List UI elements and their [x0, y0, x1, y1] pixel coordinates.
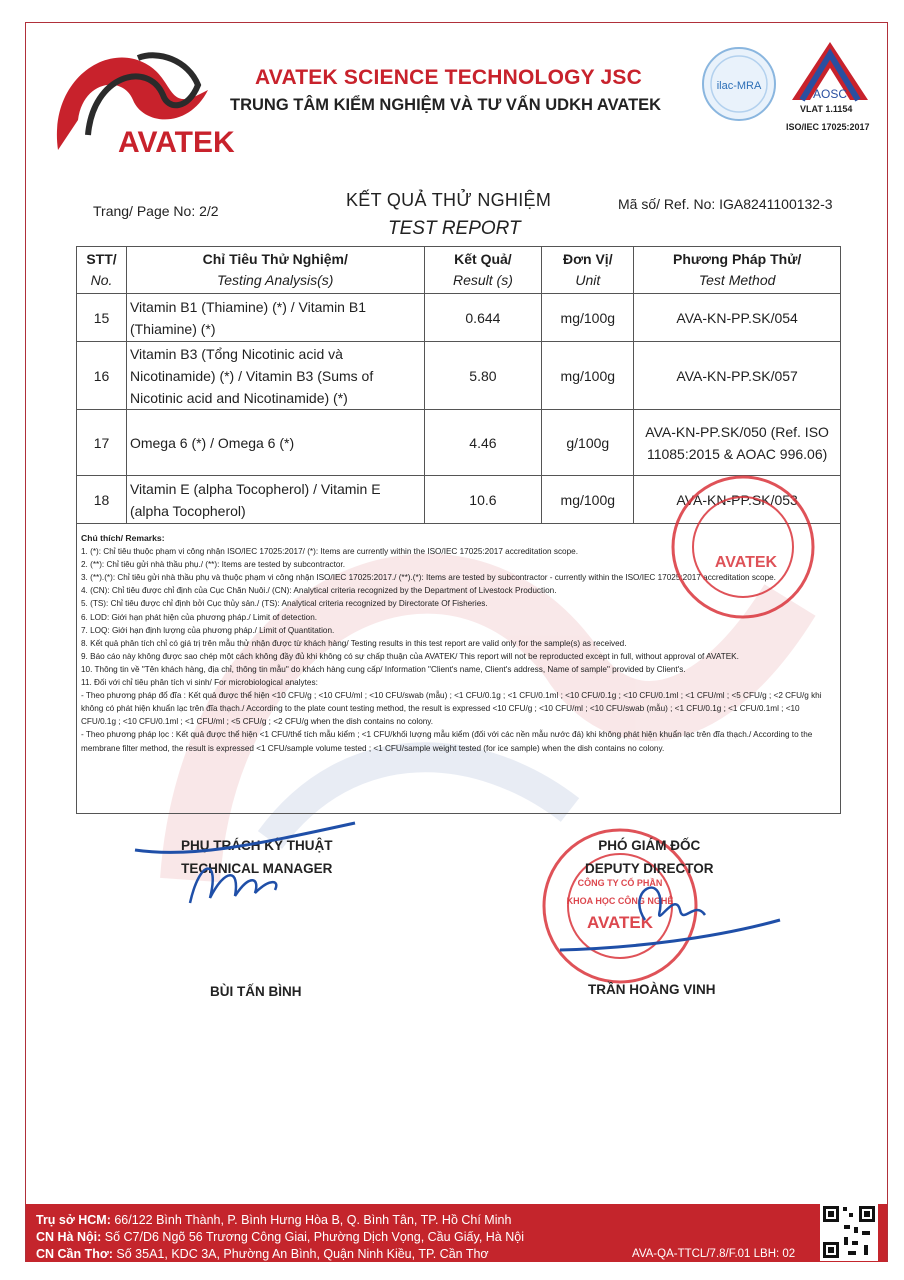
row-result: 0.644 — [424, 294, 542, 342]
row-unit: g/100g — [542, 410, 634, 476]
table-row — [77, 294, 841, 342]
row-result: 4.46 — [424, 410, 542, 476]
remark-item: - Theo phương pháp lọc : Kết quả được thể hiện <1 CFU/thể tích mẫu kiểm ; <1 CFU/khối lượng mẫu kiểm (đối với các nền mẫu nước đá) khi không phát hiện khuẩn lạc trên đĩa thạch./ According to the membrane filter method, the result is expressed <1 CFU/sample volume tested ; <1 CFU/sample weight tested (for ice sample) when the dish contains no colony. — [81, 730, 813, 753]
form-code: AVA-QA-TTCL/7.8/F.01 LBH: 02 — [632, 1248, 796, 1260]
row-method: AVA-KN-PP.SK/053 — [634, 476, 841, 524]
footer-cantho: CN Cần Thơ: Số 35A1, KDC 3A, Phường An Bình, Quận Ninh Kiều, TP. Cần Thơ — [36, 1247, 489, 1261]
stamp-text: AVATEK — [714, 554, 778, 571]
header-unit: Đơn Vị/ Unit — [542, 247, 634, 294]
remark-item: 8. Kết quả phân tích chỉ có giá trị trên mẫu thử nhận được từ khách hàng/ Testing results in this test report are valid only for the sample(s) as received. — [81, 638, 627, 648]
aosc-iso: ISO/IEC 17025:2017 — [786, 122, 870, 132]
technical-manager-name: BÙI TẤN BÌNH — [210, 984, 302, 999]
remarks-title: Chú thích/ Remarks: — [81, 533, 165, 543]
avatek-logo — [48, 40, 235, 160]
stamp-text-2: KHOA HỌC CÔNG NGHỆ — [566, 896, 674, 906]
row-method: AVA-KN-PP.SK/057 — [634, 342, 841, 410]
aosc-logo — [780, 40, 880, 135]
company-stamp-partial — [668, 462, 808, 632]
page-number: Trang/ Page No: 2/2 — [93, 203, 219, 219]
reference-number: Mã số/ Ref. No: IGA8241100132-3 — [618, 196, 833, 212]
row-analysis: Omega 6 (*) / Omega 6 (*) — [126, 410, 424, 476]
ilac-text: ilac-MRA — [716, 80, 762, 92]
row-no: 16 — [77, 342, 127, 410]
remark-item: 4. (CN): Chỉ tiêu được chỉ định của Cục Chăn Nuôi./ (CN): Analytical criteria recognized by the Department of Livestock Production. — [81, 586, 557, 596]
row-result: 5.80 — [424, 342, 542, 410]
row-analysis: Vitamin B3 (Tổng Nicotinic acid và Nicotinamide) (*) / Vitamin B3 (Sums of Nicotinic acid and Nicotinamide) (*) — [126, 342, 424, 410]
aosc-vlat: VLAT 1.1154 — [800, 104, 853, 114]
remark-item: 2. (**): Chỉ tiêu gửi nhà thầu phụ./ (**): Items are tested by subcontractor. — [81, 560, 345, 570]
left-title-vi: PHỤ TRÁCH KỸ THUẬT — [181, 838, 333, 853]
remark-item: 1. (*): Chỉ tiêu thuộc phạm vi công nhận ISO/IEC 17025:2017/ (*): Items are currently within the ISO/IEC 17025:2017 accreditation scope. — [81, 547, 578, 557]
header-result: Kết Quả/ Result (s) — [424, 247, 542, 294]
row-no: 18 — [77, 476, 127, 524]
remark-item: 9. Báo cáo này không được sao chép một cách không đầy đủ khi không có sự chấp thuận của AVATEK/ This report will not be reproducted except in full, without approval of AVATEK. — [81, 651, 739, 661]
report-title-vi: KẾT QUẢ THỬ NGHIỆM — [346, 190, 552, 210]
row-unit: mg/100g — [542, 476, 634, 524]
remark-item: 7. LOQ: Giới hạn định lượng của phương pháp./ Limit of Quantitation. — [81, 625, 335, 635]
logo-text: AVATEK — [118, 126, 235, 159]
remark-item: 6. LOD: Giới hạn phát hiện của phương pháp./ Limit of detection. — [81, 612, 318, 622]
header-no: STT/ No. — [77, 247, 127, 294]
company-subtitle: TRUNG TÂM KIỂM NGHIỆM VÀ TƯ VẤN UDKH AVATEK — [230, 96, 662, 114]
remark-item: 3. (**).(*): Chỉ tiêu gửi nhà thầu phụ và thuộc phạm vi công nhận ISO/IEC 17025:2017./ (**).(*): Items are tested by subcontractor - currently within the ISO/IEC 17025:2017 accreditation scope. — [81, 573, 776, 583]
stamp-text-3: AVATEK — [586, 913, 654, 932]
report-title-en: TEST REPORT — [388, 218, 521, 239]
remark-item: - Theo phương pháp đổ đĩa : Kết quả được thể hiện <10 CFU/g ; <10 CFU/ml ; <10 CFU/swab (mẫu) ; <1 CFU/0.1g ; <1 CFU/0.1ml ; <10 CFU/0.1g ; <10 CFU/0.1ml ; <1 CFU/ml ; <5 CFU/g ; <2 CFU/g khi không có phát hiện khuẩn lạc trên đĩa thạch./ According to the plate count testing method, the result is expressed <10 CFU/g ; <10 CFU/ml ; <10 CFU/swab (mẫu) ; <1 CFU/0.1g ; <1 CFU/0.1ml ; <10 CFU/0.1g ; <10 CFU/0.1ml ; <1 CFU/ml ; <5 CFU/g ; <2 CFU/g when the dish contains no colony. — [81, 691, 822, 727]
technical-manager-signature — [130, 818, 360, 918]
header-analysis: Chỉ Tiêu Thử Nghiệm/ Testing Analysis(s) — [126, 247, 424, 294]
footer — [26, 1204, 887, 1262]
remark-item: 5. (TS): Chỉ tiêu được chỉ định bởi Cục thủy sản./ (TS): Analytical criteria recognized by Directorate Of Fisheries. — [81, 599, 488, 609]
qr-code-icon[interactable] — [820, 1203, 878, 1261]
table-row — [77, 342, 841, 410]
row-result: 10.6 — [424, 476, 542, 524]
aosc-text: AOSC — [812, 87, 848, 101]
right-title-en: DEPUTY DIRECTOR — [585, 861, 714, 876]
right-title-vi: PHÓ GIÁM ĐỐC — [598, 838, 701, 853]
row-no: 15 — [77, 294, 127, 342]
footer-hanoi: CN Hà Nội: Số C7/D6 Ngõ 56 Trương Công Giai, Phường Dịch Vọng, Cầu Giấy, Hà Nội — [36, 1230, 524, 1244]
row-analysis: Vitamin E (alpha Tocopherol) / Vitamin E (alpha Tocopherol) — [126, 476, 424, 524]
left-title-en: TECHNICAL MANAGER — [181, 861, 333, 876]
row-no: 17 — [77, 410, 127, 476]
row-analysis: Vitamin B1 (Thiamine) (*) / Vitamin B1 (Thiamine) (*) — [126, 294, 424, 342]
row-unit: mg/100g — [542, 294, 634, 342]
stamp-text-1: CÔNG TY CỔ PHẦN — [577, 878, 663, 888]
deputy-director-signature — [555, 860, 785, 960]
footer-hcm: Trụ sở HCM: 66/122 Bình Thành, P. Bình Hưng Hòa B, Q. Bình Tân, TP. Hồ Chí Minh — [36, 1213, 512, 1227]
remark-item: 11. Đối với chỉ tiêu phân tích vi sinh/ For microbiological analytes: — [81, 678, 318, 688]
company-name: AVATEK SCIENCE TECHNOLOGY JSC — [255, 66, 642, 89]
row-method: AVA-KN-PP.SK/050 (Ref. ISO 11085:2015 & AOAC 996.06) — [634, 410, 841, 476]
table-header-row — [77, 247, 841, 294]
ilac-mra-logo — [700, 45, 778, 123]
deputy-director-name: TRẦN HOÀNG VINH — [588, 982, 716, 997]
row-method: AVA-KN-PP.SK/054 — [634, 294, 841, 342]
header-method: Phương Pháp Thử/ Test Method — [634, 247, 841, 294]
row-unit: mg/100g — [542, 342, 634, 410]
remark-item: 10. Thông tin về "Tên khách hàng, địa chỉ, thông tin mẫu" do khách hàng cung cấp/ Information "Client's name, Client's address, Name of sample" provided by Client's. — [81, 664, 686, 674]
